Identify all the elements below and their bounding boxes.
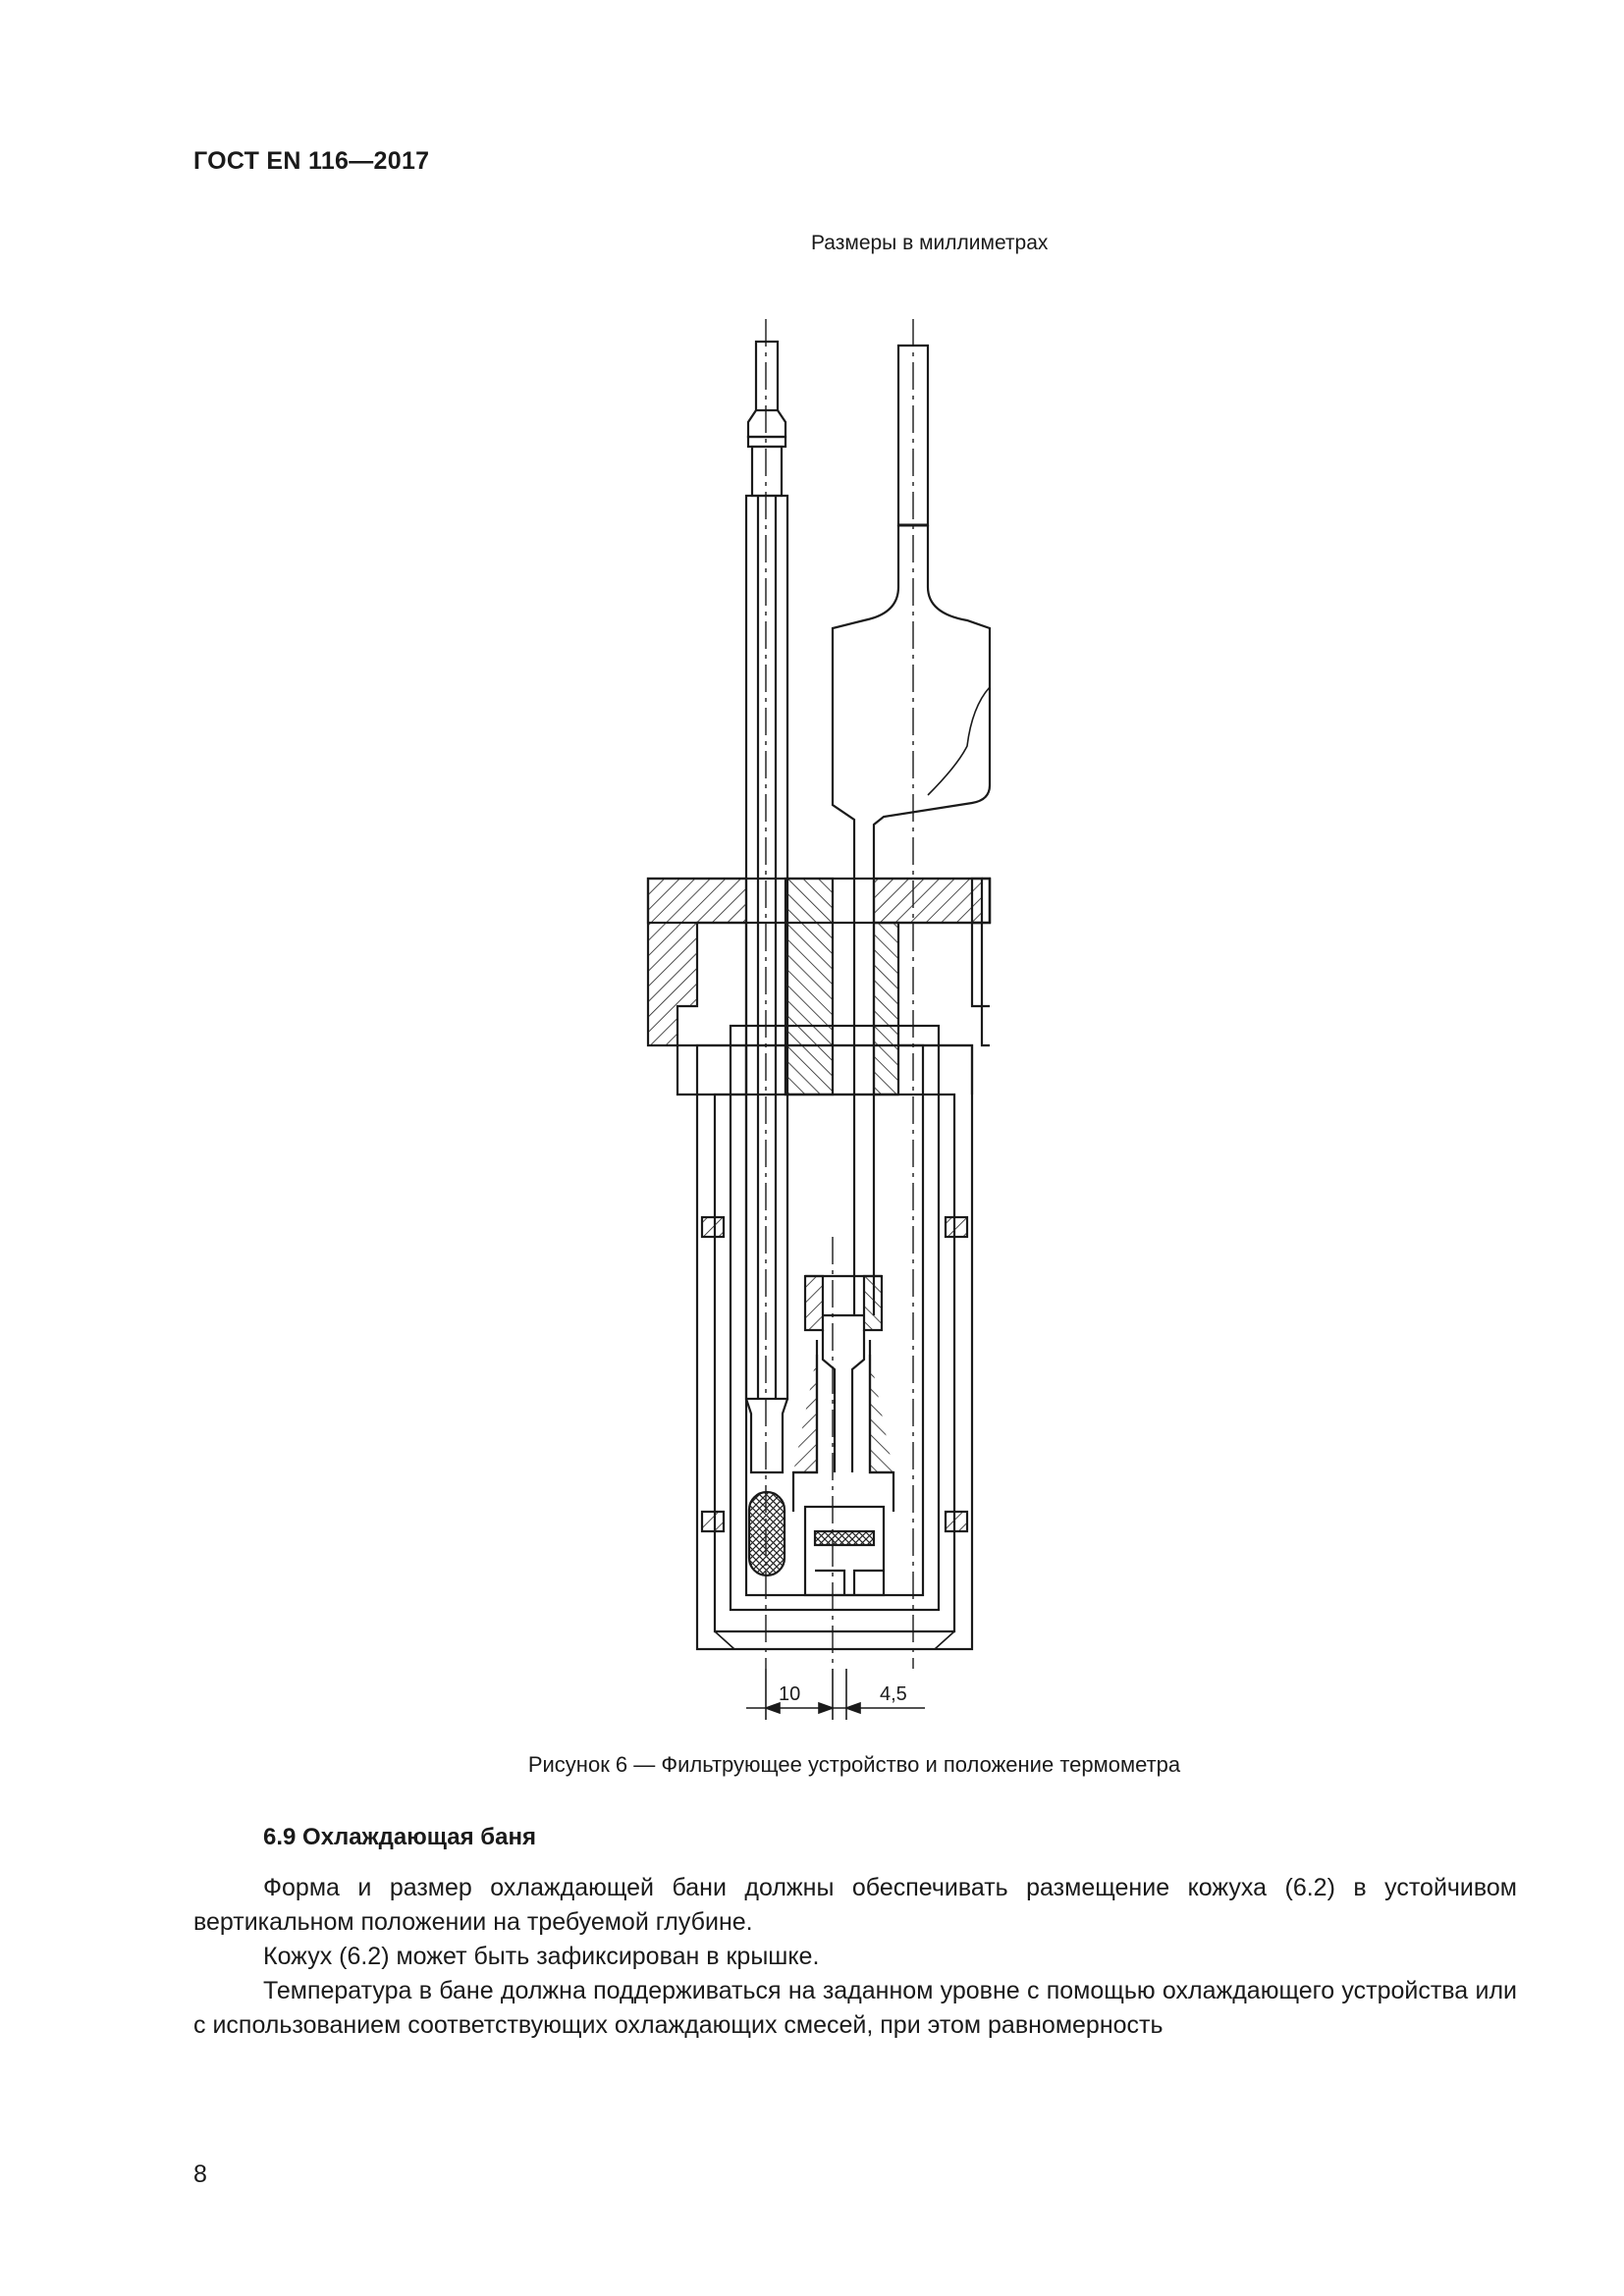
body-text bbox=[193, 1871, 1517, 2043]
paragraph: Форма и размер охлаждающей бани должны обеспечивать размещение кожуха (6.2) в устойчивом вертикальном положении на требуемой глубине. bbox=[193, 1874, 1517, 1936]
section-heading: 6.9 Охлаждающая баня bbox=[263, 1824, 536, 1850]
dim-label-10: 10 bbox=[779, 1683, 801, 1705]
dim-label-4-5: 4,5 bbox=[880, 1683, 907, 1705]
page-header: ГОСТ EN 116—2017 bbox=[193, 147, 430, 175]
paragraph: Температура в бане должна поддерживаться на заданном уровне с помощью охлаждающего устройства или с использованием соответствующих охлаждающих смесей, при этом равномерность bbox=[193, 1977, 1517, 2039]
jacket bbox=[697, 1026, 972, 1649]
paragraph: Кожух (6.2) может быть зафиксирован в крышке. bbox=[263, 1943, 820, 1970]
units-note: Размеры в миллиметрах bbox=[811, 232, 1049, 254]
filter-tube bbox=[833, 346, 990, 1315]
filter-assembly bbox=[793, 1276, 893, 1595]
page-number: 8 bbox=[193, 2161, 207, 2188]
thermometer bbox=[746, 342, 787, 1575]
figure-caption: Рисунок 6 — Фильтрующее устройство и положение термометра bbox=[527, 1752, 1181, 1777]
